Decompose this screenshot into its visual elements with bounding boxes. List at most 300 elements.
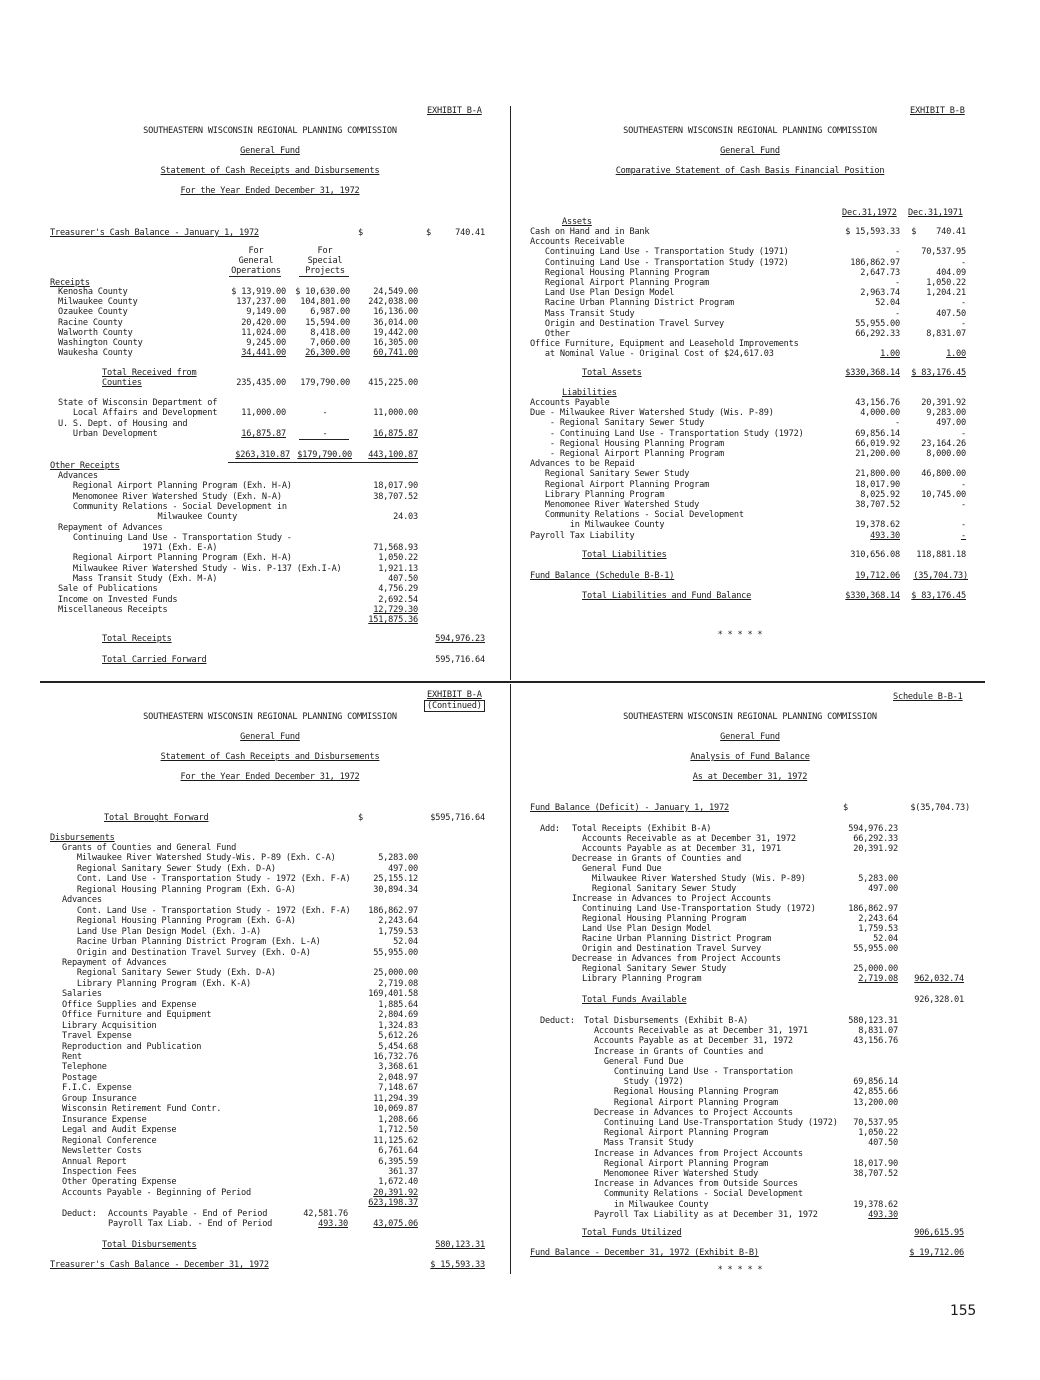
disbursements-subtotal: 623,198.37 [368,1198,418,1208]
asset-1971: 1.00 [946,349,966,360]
disbursement-label: Salaries [62,989,102,1000]
disbursement-label: Other Operating Expense [62,1177,177,1188]
disbursement-label: Telephone [62,1062,107,1073]
end-stars: * * * * * [717,1265,763,1275]
funds-utilized-label: Total Funds Utilized [582,1228,682,1238]
org-title: SOUTHEASTERN WISCONSIN REGIONAL PLANNING COMMISSION [143,126,397,136]
vertical-divider-top [510,106,511,680]
asset-label: at Nominal Value - Original Cost of $24,617.03 [530,349,774,360]
disbursement-label: Racine Urban Planning District Program (Exh. L-A) [62,937,321,948]
deduct-line-label: General Fund Due [584,1056,684,1067]
county-general: 137,237.00 [236,297,286,308]
disbursement-value: 2,804.69 [378,1010,418,1021]
other-receipts-total: 151,875.36 [368,615,418,625]
deduct-line-value: 19,378.62 [853,1199,898,1210]
continued-label: (Continued) [424,700,485,712]
asset-label: Cash on Hand and in Bank [530,227,650,237]
add-line-label: Total Receipts (Exhibit B-A) [572,824,712,834]
asset-label: Regional Housing Planning Program [530,267,710,278]
asset-1971: - [961,257,966,268]
liability-1972: 4,000.00 [860,408,900,419]
total-receipts-label: Total Receipts [102,634,172,644]
page-number: 155 [950,1303,977,1319]
asset-1971: - [961,318,966,329]
county-general: 9,245.00 [246,338,286,348]
county-name: Waukesha County [58,348,133,359]
add-line-value: 52.04 [873,934,898,944]
county-total: 36,014.00 [373,317,418,328]
add-line-value: 66,292.33 [853,834,898,844]
county-general: 34,441.00 [241,348,286,359]
disbursement-value: 1,324.83 [378,1020,418,1031]
hud-general: 16,875.87 [241,429,286,439]
opening-balance-value: 740.41 [455,228,485,238]
disbursement-value: 1,208.66 [378,1114,418,1125]
deduct-line-value: 69,856.14 [853,1077,898,1088]
asset-label: Continuing Land Use - Transportation Study (1972) [530,257,789,268]
closing-balance-label: Fund Balance - December 31, 1972 (Exhibit B-B) [530,1248,759,1258]
hud-label: U. S. Dept. of Housing and Urban Development [58,419,188,440]
deduct-line-label: Regional Airport Planning Program [584,1158,769,1169]
deduct-line-label: Continuing Land Use-Transportation Study (1972) [584,1118,838,1128]
other-receipt-value: 71,568.93 [373,543,418,554]
asset-label: Regional Airport Planning Program [530,278,710,288]
add-line-value: 594,976.23 [848,824,898,834]
county-general: 9,149.00 [246,307,286,318]
county-total: 16,305.00 [373,338,418,348]
total-liabilities-1972: 310,656.08 [850,550,900,560]
deduct-line-value: 580,123.31 [848,1016,898,1026]
county-special: 7,060.00 [310,338,350,348]
disbursement-label: Group Insurance [62,1093,137,1104]
brought-forward-label: Total Brought Forward [104,813,209,823]
disbursement-value: 6,761.64 [378,1146,418,1157]
add-line-value: 55,955.00 [853,944,898,954]
asset-label: Other [530,329,570,339]
disbursement-label: Reproduction and Publication [62,1041,202,1052]
deduct-line-value: 43,156.76 [853,1036,898,1047]
col-header-general-text: For General Operations [231,246,281,277]
disbursement-label: Regional Housing Planning Program (Exh. G-A) [62,916,296,927]
other-receipt-value: 18,017.90 [373,481,418,492]
county-general: 11,024.00 [241,327,286,338]
state-special: - [322,408,328,418]
liability-1971: 10,745.00 [921,489,966,500]
disbursement-value: 169,401.58 [368,989,418,1000]
disbursement-value: 11,125.62 [373,1135,418,1146]
horizontal-divider [40,681,985,683]
org-title: SOUTHEASTERN WISCONSIN REGIONAL PLANNING COMMISSION [143,712,397,722]
county-special: $ 10,630.00 [295,287,350,297]
total-assets-1971: $ 83,176.45 [911,368,966,378]
disbursement-label: Milwaukee River Watershed Study-Wis. P-89 (Exh. C-A) [62,853,336,864]
disbursement-value: 55,955.00 [373,947,418,958]
add-total: 962,032.74 [914,974,964,984]
disbursement-label: Inspection Fees [62,1166,137,1177]
statement-title: Analysis of Fund Balance [690,752,810,762]
asset-1972: $ 15,593.33 [845,227,900,237]
asset-1971: 8,831.07 [926,329,966,339]
deduct-line-label: Regional Airport Planning Program [584,1097,778,1108]
add-line-value: 2,243.64 [858,914,898,924]
hud-special: - [322,429,328,439]
liability-1971: - [961,500,966,510]
disbursement-label: Annual Report [62,1156,127,1167]
col-header-rule [299,276,349,277]
funds-utilized-value: 906,615.95 [914,1228,964,1238]
col-header-rule [229,276,281,277]
period-title: For the Year Ended December 31, 1972 [180,772,360,782]
asset-1971: $ 740.41 [911,227,966,237]
liability-1971: - [961,520,966,531]
liability-label: Regional Sanitary Sewer Study [530,469,690,480]
deduct-line-value: 42,581.76 [303,1209,348,1219]
opening-balance-label: Fund Balance (Deficit) - January 1, 1972 [530,803,729,813]
end-stars: * * * * * [717,630,763,640]
add-line-label: Increase in Advances to Project Accounts [572,894,771,904]
exhibit-label: EXHIBIT B-A [427,690,482,700]
other-receipt-label: Income on Invested Funds [58,594,178,605]
fund-balance-1972: 19,712.06 [855,571,900,581]
deduct-line-label: Regional Airport Planning Program [584,1128,769,1139]
disbursement-value: 1,712.50 [378,1125,418,1136]
disbursement-label: Regional Sanitary Sewer Study (Exh. D-A) [62,968,276,979]
state-general: 11,000.00 [241,408,286,418]
county-general: 20,420.00 [241,317,286,328]
liability-1971: 497.00 [936,418,966,429]
col-header-general [225,246,287,277]
deduct-line-label: Accounts Payable as at December 31, 1972 [584,1036,793,1047]
add-line-label: Regional Sanitary Sewer Study [572,964,727,974]
disbursement-label: Repayment of Advances [62,957,167,968]
asset-1971: 407.50 [936,308,966,319]
disbursement-value: 25,155.12 [373,874,418,885]
disbursement-value: 30,894.34 [373,884,418,895]
asset-label: Origin and Destination Travel Survey [530,318,724,329]
liability-1971: - [961,530,966,541]
disbursements-heading: Disbursements [50,833,115,843]
county-special: 26,300.00 [305,348,350,359]
disbursement-label: Accounts Payable - Beginning of Period [62,1187,252,1198]
statement-title: Statement of Cash Receipts and Disbursements [160,166,380,176]
liability-1971: - [961,428,966,439]
disbursement-value: 11,294.39 [373,1093,418,1104]
county-total: 19,442.00 [373,327,418,338]
deduct-line-label: Increase in Advances from Project Accounts [584,1148,803,1159]
total-counties-label: Total Received from Counties [102,368,197,389]
disbursement-label: Regional Housing Planning Program (Exh. G-A) [62,884,296,895]
statement-title: Statement of Cash Receipts and Disbursements [160,752,380,762]
add-line-label: Decrease in Grants of Counties and [572,854,742,864]
other-receipt-value: 1,921.13 [378,563,418,574]
add-line-label: General Fund Due [572,864,662,874]
deduct-line-label: Payroll Tax Liability as at December 31, 1972 [584,1209,818,1220]
total-liabilities-1971: 118,881.18 [916,550,966,560]
deduct-line-label: Menomonee River Watershed Study [584,1169,759,1179]
exhibit-label: EXHIBIT B-B [910,106,965,116]
disbursement-value: 5,612.26 [378,1031,418,1042]
county-special: 6,987.00 [310,307,350,318]
grand-general: $263,310.87 [235,450,290,460]
county-special: 8,418.00 [310,327,350,338]
add-line-label: Continuing Land Use-Transportation Study (1972) [572,904,816,914]
deduct-label: Deduct: [62,1209,97,1219]
add-line-label: Racine Urban Planning District Program [572,934,771,944]
liability-label: - Regional Airport Planning Program [530,449,724,459]
disbursement-value: 52.04 [393,937,418,948]
double-rule [228,462,418,463]
disbursement-label: Office Supplies and Expense [62,999,197,1010]
disbursement-label: Rent [62,1052,82,1062]
dollar-sign: $ [358,813,363,823]
deduct-line-value: 8,831.07 [858,1026,898,1037]
exhibit-label: Schedule B-B-1 [893,692,963,702]
liability-1971: 23,164.26 [921,438,966,449]
county-name: Kenosha County [58,287,128,297]
deduct-line-value: 70,537.95 [853,1118,898,1128]
liability-1972: 493.30 [870,530,900,541]
liability-label: Accounts Payable [530,398,610,408]
add-line-label: Accounts Receivable as at December 31, 1972 [572,834,796,844]
assets-heading: Assets [562,217,592,227]
deduct-line-value: 493.30 [318,1219,348,1230]
grand-special: $179,790.00 [297,450,352,460]
disbursement-label: Cont. Land Use - Transportation Study - 1972 (Exh. F-A) [62,874,351,885]
deduct-line-value: 407.50 [868,1138,898,1149]
deduct-line-label: Payroll Tax Liab. - End of Period [108,1219,273,1230]
liability-1972: 43,156.76 [855,398,900,408]
asset-1972: 186,862.97 [850,257,900,268]
total-liabilities-label: Total Liabilities [582,550,667,560]
liability-1972: 8,025.92 [860,489,900,500]
county-name: Washington County [58,338,143,348]
other-receipt-value: 12,729.30 [373,604,418,615]
disbursement-label: Regional Conference [62,1135,157,1146]
other-receipt-label: Mass Transit Study (Exh. M-A) [58,574,218,584]
add-line-label: Milwaukee River Watershed Study (Wis. P-89) [572,874,806,884]
liability-1972: 21,200.00 [855,449,900,459]
liability-label: Regional Airport Planning Program [530,479,710,490]
deduct-total: 43,075.06 [373,1219,418,1229]
county-total: 16,136.00 [373,307,418,318]
liability-label: Menomonee River Watershed Study [530,500,700,510]
asset-label: Land Use Plan Design Model [530,288,675,299]
disbursement-label: Library Planning Program (Exh. K-A) [62,978,252,989]
disbursement-value: 497.00 [388,863,418,874]
opening-balance-value: $(35,704.73) [910,803,970,813]
disbursement-value: 5,283.00 [378,853,418,864]
disbursement-value: 16,732.76 [373,1052,418,1062]
disbursement-value: 2,719.08 [378,978,418,989]
disbursement-label: Advances [62,895,102,906]
deduct-line-value: 493.30 [868,1209,898,1220]
deduct-line-label: Community Relations - Social Development [584,1189,803,1200]
vertical-divider-bottom [510,684,511,1274]
disbursement-value: 1,885.64 [378,999,418,1010]
other-receipt-label: Milwaukee River Watershed Study - Wis. P-137 (Exh.I-A) [58,563,342,574]
disbursement-label: Legal and Audit Expense [62,1125,177,1136]
other-receipt-label: Community Relations - Social Development in [58,501,287,512]
other-receipt-label: Advances [58,471,98,481]
other-receipts-heading: Other Receipts [50,461,120,471]
carried-forward-label: Total Carried Forward [102,655,207,665]
disbursement-label: Wisconsin Retirement Fund Contr. [62,1104,222,1115]
liability-label: - Continuing Land Use - Transportation Study (1972) [530,428,804,439]
deduct-line-label: Total Disbursements (Exhibit B-A) [584,1016,749,1026]
deduct-line-value: 13,200.00 [853,1097,898,1108]
disbursement-label: Insurance Expense [62,1114,147,1125]
liability-1972: - [895,418,900,429]
grand-total: 443,100.87 [368,450,418,460]
total-counties-general: 235,435.00 [236,378,286,388]
org-title: SOUTHEASTERN WISCONSIN REGIONAL PLANNING COMMISSION [623,712,877,722]
fund-title: General Fund [720,732,780,742]
deduct-line-label: Increase in Advances from Outside Sources [584,1179,798,1190]
add-line-value: 20,391.92 [853,844,898,854]
asset-1972: 1.00 [880,349,900,360]
asset-1972: 2,963.74 [860,288,900,299]
deduct-line-value: 1,050.22 [858,1128,898,1139]
other-receipt-value: 4,756.29 [378,584,418,595]
disbursement-value: 1,672.40 [378,1177,418,1188]
asset-1972: - [895,278,900,288]
deduct-line-label: Increase in Grants of Counties and [584,1046,764,1057]
asset-1971: 1,050.22 [926,278,966,288]
asset-1972: 2,647.73 [860,267,900,278]
state-total: 11,000.00 [373,408,418,418]
asset-1972: - [895,308,900,319]
period-title: For the Year Ended December 31, 1972 [180,186,360,196]
deduct-line-label: Study (1972) [584,1077,684,1088]
total-disbursements-value: 580,123.31 [435,1240,485,1250]
county-name: Ozaukee County [58,307,128,318]
liability-1971: 20,391.92 [921,398,966,408]
liability-1971: 46,800.00 [921,469,966,480]
disbursement-value: 361.37 [388,1166,418,1177]
other-receipt-label: Menomonee River Watershed Study (Exh. N-A) [58,491,282,502]
disbursement-label: Origin and Destination Travel Survey (Exh. O-A) [62,947,311,958]
org-title: SOUTHEASTERN WISCONSIN REGIONAL PLANNING COMMISSION [623,126,877,136]
add-line-value: 497.00 [868,884,898,894]
county-name: Walworth County [58,327,133,338]
disbursement-value: 3,368.61 [378,1062,418,1073]
other-receipt-value: 1,050.22 [378,553,418,564]
funds-available-value: 926,328.01 [914,995,964,1005]
asset-1971: 70,537.95 [921,247,966,258]
other-receipt-label: 1971 (Exh. E-A) [58,543,218,554]
disbursement-label: Library Acquisition [62,1020,157,1031]
fund-title: General Fund [240,732,300,742]
liability-label: Payroll Tax Liability [530,530,635,541]
other-receipt-label: Continuing Land Use - Transportation Study - [58,532,292,543]
disbursement-label: Postage [62,1072,97,1083]
col-header-special [294,246,356,277]
disbursement-value: 2,048.97 [378,1072,418,1083]
liability-label: Library Planning Program [530,489,665,500]
asset-1972: - [895,247,900,258]
liability-1972: 19,378.62 [855,520,900,531]
disbursement-label: Office Furniture and Equipment [62,1010,212,1021]
disbursement-value: 5,454.68 [378,1041,418,1052]
county-total: 24,549.00 [373,287,418,297]
col-header-special-text: For Special Projects [305,246,345,277]
other-receipt-value: 407.50 [388,574,418,584]
disbursement-label: F.I.C. Expense [62,1083,132,1094]
hud-total: 16,875.87 [373,429,418,439]
add-line-label: Land Use Plan Design Model [572,924,712,934]
add-line-value: 2,719.08 [858,974,898,984]
add-line-label: Accounts Payable as at December 31, 1971 [572,844,781,854]
asset-1971: 404.09 [936,267,966,278]
add-label: Add: [540,824,560,834]
disbursement-label: Cont. Land Use - Transportation Study - 1972 (Exh. F-A) [62,905,351,916]
deduct-line-label: Accounts Receivable as at December 31, 1971 [584,1026,808,1037]
liability-1972: 69,856.14 [855,428,900,439]
county-total: 60,741.00 [373,348,418,359]
disbursement-value: 1,759.53 [378,926,418,937]
liability-label: Due - Milwaukee River Watershed Study (Wis. P-89) [530,408,774,419]
deduct-line-value: 42,855.66 [853,1087,898,1098]
county-special: 104,801.00 [300,297,350,308]
deduct-line-value: 38,707.52 [853,1169,898,1179]
asset-label: Office Furniture, Equipment and Leasehold Improvements [530,339,799,350]
asset-label: Mass Transit Study [530,308,635,319]
asset-1971: 1,204.21 [926,288,966,299]
exhibit-label: EXHIBIT B-A [427,106,482,116]
total-lfb-1972: $330,368.14 [845,591,900,601]
deduct-label: Deduct: [540,1016,575,1026]
add-line-value: 25,000.00 [853,964,898,974]
disbursement-value: 2,243.64 [378,916,418,927]
deduct-line-label: in Milwaukee County [584,1199,709,1210]
liability-1971: 9,283.00 [926,408,966,419]
disbursement-value: 7,148.67 [378,1083,418,1094]
fund-title: General Fund [720,146,780,156]
closing-balance-value: $ 19,712.06 [909,1248,964,1258]
other-receipt-value: 2,692.54 [378,594,418,605]
disbursement-label: Land Use Plan Design Model (Exh. J-A) [62,926,261,937]
disbursement-value: 20,391.92 [373,1187,418,1198]
disbursement-label: Newsletter Costs [62,1146,142,1157]
col-header-1971: Dec.31,1971 [908,208,963,218]
carried-forward-value: 595,716.64 [435,655,485,665]
other-receipt-value: 38,707.52 [373,491,418,502]
liability-label: Community Relations - Social Development [530,510,744,521]
total-assets-1972: $330,368.14 [845,368,900,378]
deduct-line-label: Continuing Land Use - Transportation [584,1067,793,1077]
disbursement-value: 25,000.00 [373,968,418,979]
deduct-line-value: 18,017.90 [853,1158,898,1169]
other-receipt-label: Regional Airport Planning Program (Exh. H-A) [58,481,292,492]
liability-1971: - [961,479,966,490]
disbursement-label: Regional Sanitary Sewer Study (Exh. D-A) [62,863,276,874]
receipts-heading: Receipts [50,278,90,288]
deduct-line-label: Regional Housing Planning Program [584,1087,778,1098]
total-receipts-value: 594,976.23 [435,634,485,644]
closing-balance-value: $ 15,593.33 [430,1260,485,1270]
statement-title: Comparative Statement of Cash Basis Financial Position [615,166,885,176]
funds-available-label: Total Funds Available [582,995,687,1005]
asset-1971: - [961,298,966,309]
total-assets-label: Total Assets [582,368,642,378]
other-receipt-label: Regional Airport Planning Program (Exh. H-A) [58,553,292,564]
liability-1971: 8,000.00 [926,449,966,459]
disbursement-label: Grants of Counties and General Fund [62,843,237,853]
liability-label: Advances to be Repaid [530,459,635,470]
county-special: 15,594.00 [305,317,350,328]
total-lfb-1971: $ 83,176.45 [911,591,966,601]
deduct-line-label: Decrease in Advances to Project Accounts [584,1107,793,1118]
